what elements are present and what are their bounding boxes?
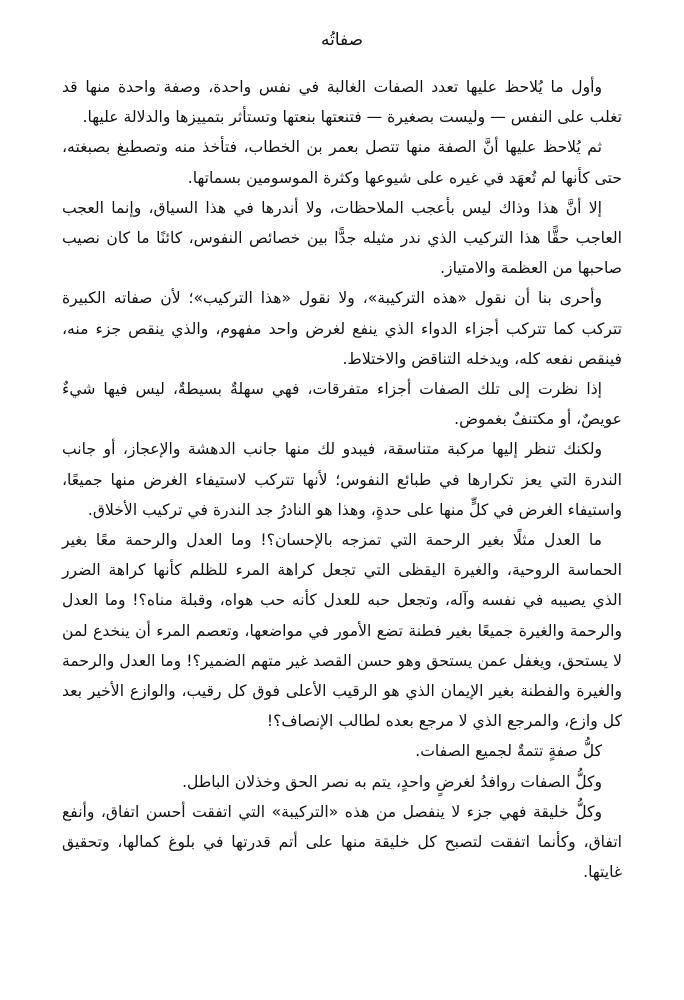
paragraph-6: ولكنك تنظر إليها مركبة متناسقة، فيبدو لك منها جانب الدهشة والإعجاز، أو جانب الندرة التي يعز تكرارها في طبائع النفوس؛ لأنها تتركب لاستيفاء الغرض منها جميعًا، واستيفاء الغرض في كلٍّ منها على حدةٍ، وهذا هو النادرُ جد الندرة في تركيب الأخلاق.: [62, 440, 622, 519]
paragraph-7: ما العدل مثلًا بغير الرحمة التي تمزجه بالإحسان؟! وما العدل والرحمة معًا بغير الحماسة الروحية، والغيرة اليقظى التي تجعل كراهة المرء للظلم كأنها كراهة الضرر الذي يصيبه في نفسه وآله، وتجعل حبه للعدل كأنه حب هواه، وقبلة مناه؟! وما العدل والرحمة والغيرة جميعًا بغير فطنة تضع الأمور في مواضعها، وتعصم المرء أن ينخدع لمن لا يستحق، ويغفل عمن يستحق وهو حسن القصد غير متهم الضمير؟! وما العدل والرحمة والغيرة والفطنة بغير الإيمان الذي هو الرقيب الأعلى فوق كل رقيب، والوازع الأخير بعد كل وازع، والمرجع الذي لا مرجع بعده لطالب الإنصاف؟!: [62, 531, 622, 731]
paragraph-10: وكلُّ خليقة فهي جزء لا ينفصل من هذه «التركيبة» التي اتفقت أحسن اتفاق، وأنفع اتفاق، وكأنما اتفقت لتصبح كل خليقة منها على أتم قدرتها في بلوغ كمالها، وتحقيق غايتها.: [62, 802, 622, 882]
paragraph-2: ثم يُلاحظ عليها أنَّ الصفة منها تتصل بعمر بن الخطاب، فتأخذ منه وتصطبغ بصبغته، حتى كأنها لم تُعهَد في غيره على شيوعها وكثرة الموسومين بسماتها.: [62, 138, 622, 187]
paragraph-8: كلُّ صفةٍ تتمةٌ لجميع الصفات.: [415, 742, 602, 761]
paragraph-1: وأول ما يُلاحظ عليها تعدد الصفات الغالبة في نفس واحدة، وصفة واحدة منها قد تغلب على النفس — وليست بصغيرة — فتنعتها بنعتها وتستأثر بتمييزها والدلالة عليها.: [62, 78, 622, 127]
paragraph-5: إذا نظرت إلى تلك الصفات أجزاء متفرقات، فهي سهلةٌ بسيطةٌ، ليس فيها شيءٌ عويصٌ، أو مكتنفٌ بغموض.: [62, 380, 622, 429]
paragraph-4: وأحرى بنا أن نقول «هذه التركيبة»، ولا نقول «هذا التركيب»؛ لأن صفاته الكبيرة تتركب كما تتركب أجزاء الدواء الذي ينفع لغرض واحد مفهوم، والذي ينقص جزء منه، فينقص نفعه كله، ويدخله التناقض والاختلاط.: [62, 289, 622, 368]
page-title: صفاتُه: [320, 30, 364, 50]
paragraph-9: وكلُّ الصفات روافدُ لغرضٍ واحدٍ، يتم به نصر الحق وخذلان الباطل.: [182, 772, 602, 791]
paragraph-3: إلا أنَّ هذا وذاك ليس بأعجب الملاحظات، ولا أندرها في هذا السياق، وإنما العجب العاجب حقًّا هذا التركيب الذي ندر مثيله جدًّا بين خصائص النفوس، كائنًا ما كان نصيب صاحبها من العظمة والامتياز.: [62, 198, 622, 278]
page-body: [62, 72, 622, 887]
